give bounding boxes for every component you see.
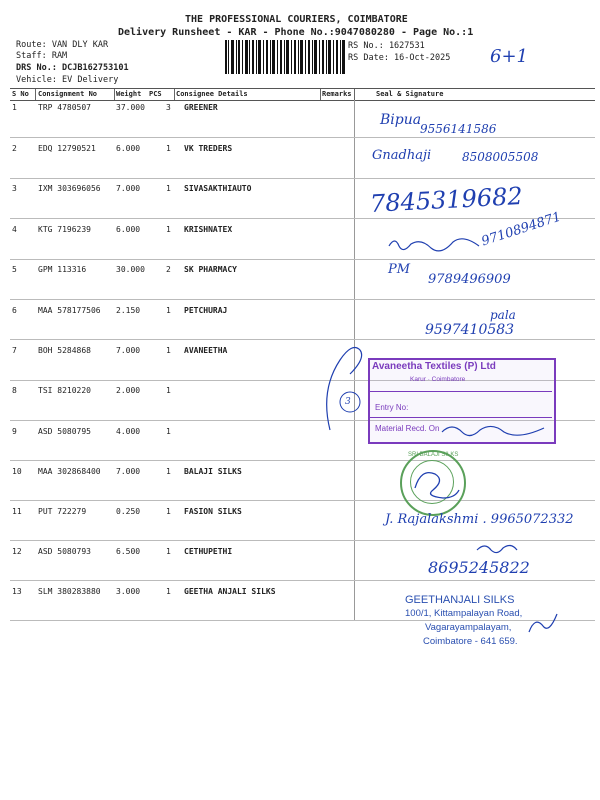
row-consignment: ASD 5080793 [38,547,91,556]
row-sno: 1 [12,103,17,112]
row-consignee: CETHUPETHI [184,547,233,556]
row-sno: 13 [12,587,22,596]
row-pcs: 1 [166,427,171,436]
row-weight: 6.500 [116,547,141,556]
signature-row10-scribble [405,458,460,506]
row-weight: 6.000 [116,225,141,234]
signature-row12-scribble [475,540,535,560]
row-pcs: 1 [166,587,171,596]
signature-row12: 8695245822 [428,558,530,577]
row-consignment: ASD 5080795 [38,427,91,436]
staff-label: Staff: RAM [16,51,68,61]
row-pcs: 1 [166,306,171,315]
company-name: THE PROFESSIONAL COURIERS, COIMBATORE [185,14,408,25]
row-weight: 0.250 [116,507,141,516]
row-weight: 2.150 [116,306,141,315]
signature-row4-phone: 9710894871 [479,209,564,250]
row-pcs: 1 [166,144,171,153]
row-consignment: GPM 113316 [38,265,87,274]
row-consignment: MAA 302868400 [38,467,101,476]
row-consignment: BOH 5284868 [38,346,91,355]
row-sno: 7 [12,346,17,355]
row-pcs: 3 [166,103,171,112]
row8-circled-marker: 3 [345,397,351,407]
row-consignee: GEETHA ANJALI SILKS [184,587,276,596]
signature-row7-scribble [300,340,370,440]
row-pcs: 1 [166,507,171,516]
drs-number: DRS No.: DCJB162753101 [16,63,129,73]
row-consignment: TSI 8210220 [38,386,91,395]
row-consignee: GREENER [184,103,218,112]
stamp-geethanjali-addr3: Coimbatore - 641 659. [423,636,518,647]
row-consignee: VK TREDERS [184,144,233,153]
row-sno: 9 [12,427,17,436]
signature-row5-phone: 9789496909 [428,272,511,287]
row-sno: 5 [12,265,17,274]
row-consignee: PETCHURAJ [184,306,228,315]
route-label: Route: VAN DLY KAR [16,40,109,50]
rs-number: RS No.: 1627531 [348,41,425,51]
row-pcs: 1 [166,547,171,556]
row-consignee: BALAJI SILKS [184,467,242,476]
row-weight: 7.000 [116,184,141,193]
row-pcs: 1 [166,225,171,234]
row-weight: 30.000 [116,265,145,274]
signature-row11: J. Rajalakshmi . 9965072332 [385,512,574,527]
row-sno: 3 [12,184,17,193]
signature-row2-phone: 8508005508 [462,150,539,164]
row-consignee: AVANEETHA [184,346,228,355]
stamp-geethanjali-addr1: 100/1, Kittampalayan Road, [405,608,523,619]
vehicle-label: Vehicle: EV Delivery [16,75,119,85]
row-consignment: SLM 380283880 [38,587,101,596]
row-consignment: PUT 722279 [38,507,87,516]
row-pcs: 1 [166,467,171,476]
row-weight: 6.000 [116,144,141,153]
stamp-material-label: Material Recd. On [375,424,440,433]
row-consignment: IXM 303696056 [38,184,101,193]
row-consignee: SIVASAKTHIAUTO [184,184,252,193]
signature-row6-name: pala [490,308,516,322]
row-pcs: 2 [166,265,171,274]
col-weight: Weight [116,90,142,98]
signature-row13-scribble [525,610,565,640]
row-pcs: 1 [166,184,171,193]
col-seal-signature: Seal & Signature [376,90,444,98]
barcode-image [225,40,345,74]
runsheet-subtitle: Delivery Runsheet - KAR - Phone No.:9047080280 - Page No.:1 [118,27,474,38]
signature-row1-name: Bipua [380,112,422,128]
row-consignment: TRP 4780507 [38,103,91,112]
row-weight: 7.000 [116,467,141,476]
row-consignee: SK PHARMACY [184,265,237,274]
col-remarks: Remarks [322,90,352,98]
row-sno: 8 [12,386,17,395]
stamp-geethanjali-name: GEETHANJALI SILKS [405,594,515,606]
row-consignment: KTG 7196239 [38,225,91,234]
row-consignment: EDQ 12790521 [38,144,96,153]
row-consignee: KRISHNATEX [184,225,233,234]
row-sno: 11 [12,507,22,516]
stamp-geethanjali-addr2: Vagarayampalayam, [425,622,512,633]
signature-row6-phone: 9597410583 [425,322,515,338]
row-sno: 6 [12,306,17,315]
col-consignee: Consignee Details [176,90,248,98]
signature-row5-initials: PM [388,262,411,277]
row-weight: 7.000 [116,346,141,355]
page-count-handwritten: 6+1 [490,46,528,67]
row-sno: 4 [12,225,17,234]
row-weight: 3.000 [116,587,141,596]
stamp-entry-label: Entry No: [375,403,409,412]
col-sno: S No [12,90,29,98]
stamp-company-name: Avaneetha Textiles (P) Ltd [372,361,496,372]
signature-row3-phone: 7845319682 [369,182,524,218]
row-sno: 10 [12,467,22,476]
col-pcs: PCS [149,90,162,98]
row-pcs: 1 [166,386,171,395]
row-weight: 4.000 [116,427,141,436]
stamp-line2: Karur · Coimbatore [410,376,466,383]
row-sno: 2 [12,144,17,153]
round-stamp-text: SRI BALAJI SILKS [408,452,459,458]
col-consignment: Consignment No [38,90,98,98]
row-consignee: FASION SILKS [184,507,242,516]
signature-row1-phone: 9556141586 [420,122,497,136]
row-weight: 2.000 [116,386,141,395]
row-weight: 37.000 [116,103,145,112]
row-consignment: MAA 578177506 [38,306,101,315]
rs-date: RS Date: 16-Oct-2025 [348,53,451,63]
signature-row2-name: Gnadhaji [372,148,432,163]
signature-row4-scribble [385,228,485,258]
signature-row9-scribble [440,420,550,442]
row-sno: 12 [12,547,22,556]
row-pcs: 1 [166,346,171,355]
